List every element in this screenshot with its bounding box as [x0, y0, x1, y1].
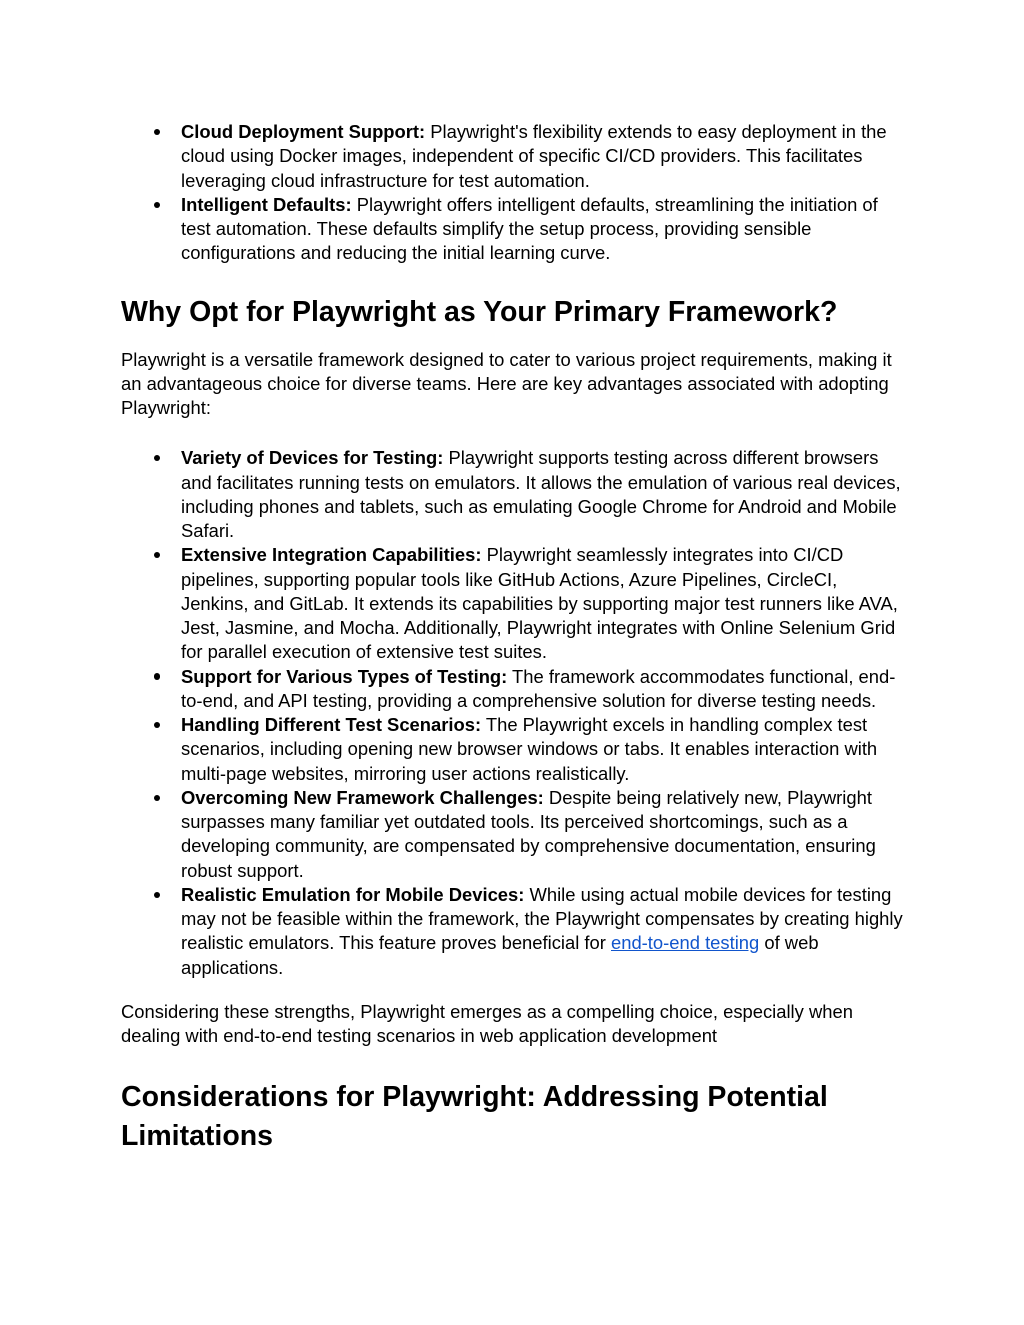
- bullet-lead: Handling Different Test Scenarios:: [181, 714, 482, 735]
- bullet-text: The framework accommodates functional, end-to-end, and API testing, providing a comprehensive solution for diverse testing needs.: [181, 665, 896, 711]
- bullet-lead: Extensive Integration Capabilities:: [181, 544, 482, 566]
- list-item: [181, 543, 904, 664]
- bullet-lead: Realistic Emulation for Mobile Devices:: [181, 883, 525, 905]
- list-item: [181, 883, 904, 980]
- list-item: [181, 786, 904, 883]
- list-item: [181, 193, 904, 266]
- why-section-closing-paragraph: Considering these strengths, Playwright emerges as a compelling choice, especially when dealing with end-to-end testing scenarios in web application development: [121, 1000, 853, 1046]
- list-item: [181, 665, 904, 714]
- why-section-intro-paragraph: Playwright is a versatile framework designed to cater to various project requirements, making it an advantageous choice for diverse teams. Here are key advantages associated with adopting Playwright:: [121, 348, 892, 418]
- bullet-text: of web applications.: [181, 932, 819, 978]
- bullet-text: Playwright offers intelligent defaults, streamlining the initiation of test automation. These defaults simplify the setup process, providing sensible configurations and reducing the initial learning curve.: [181, 193, 878, 264]
- bullet-text: Playwright's flexibility extends to easy deployment in the cloud using Docker images, independent of specific CI/CD providers. This facilitates leveraging cloud infrastructure for test automation.: [181, 121, 887, 191]
- bullet-text: Playwright seamlessly integrates into CI/CD pipelines, supporting popular tools like GitHub Actions, Azure Pipelines, CircleCI, Jenkins, and GitLab. It extends its capabilities by supporting major test runners like AVA, Jest, Jasmine, and Mocha. Additionally, Playwright integrates with Online Selenium Grid for parallel execution of extensive test suites.: [181, 544, 898, 663]
- intro-bullet-list: [121, 120, 904, 266]
- bullet-text: Playwright supports testing across different browsers and facilitates running tests on emulators. It allows the emulation of various real devices, including phones and tablets, such as emulating Google Chrome for Android and Mobile Safari.: [181, 447, 901, 541]
- advantages-bullet-list: [121, 446, 904, 980]
- list-item: [181, 713, 904, 786]
- bullet-text: Despite being relatively new, Playwright surpasses many familiar yet outdated tools. Its perceived shortcomings, such as a developing community, are compensated by comprehensive documentation, ensuring robust support.: [181, 786, 876, 881]
- bullet-lead: Cloud Deployment Support:: [181, 121, 426, 142]
- end-to-end-testing-link[interactable]: end-to-end testing: [611, 932, 760, 954]
- bullet-lead: Intelligent Defaults:: [181, 193, 352, 215]
- bullet-lead: Variety of Devices for Testing:: [181, 447, 444, 469]
- bullet-text: While using actual mobile devices for testing may not be feasible within the framework, the Playwright compensates by creating highly realistic emulators. This feature proves beneficial for: [181, 883, 903, 954]
- heading-considerations-for-playwright: Considerations for Playwright: Addressing Potential Limitations: [121, 1081, 828, 1153]
- bullet-lead: Support for Various Types of Testing:: [181, 665, 508, 687]
- bullet-text: The Playwright excels in handling complex test scenarios, including opening new browser windows or tabs. It enables interaction with multi-page websites, mirroring user actions realistically.: [181, 714, 878, 784]
- list-item: [181, 446, 904, 543]
- list-item: [181, 120, 904, 193]
- bullet-lead: Overcoming New Framework Challenges:: [181, 786, 544, 808]
- heading-why-opt-for-playwright: Why Opt for Playwright as Your Primary Framework?: [121, 295, 838, 328]
